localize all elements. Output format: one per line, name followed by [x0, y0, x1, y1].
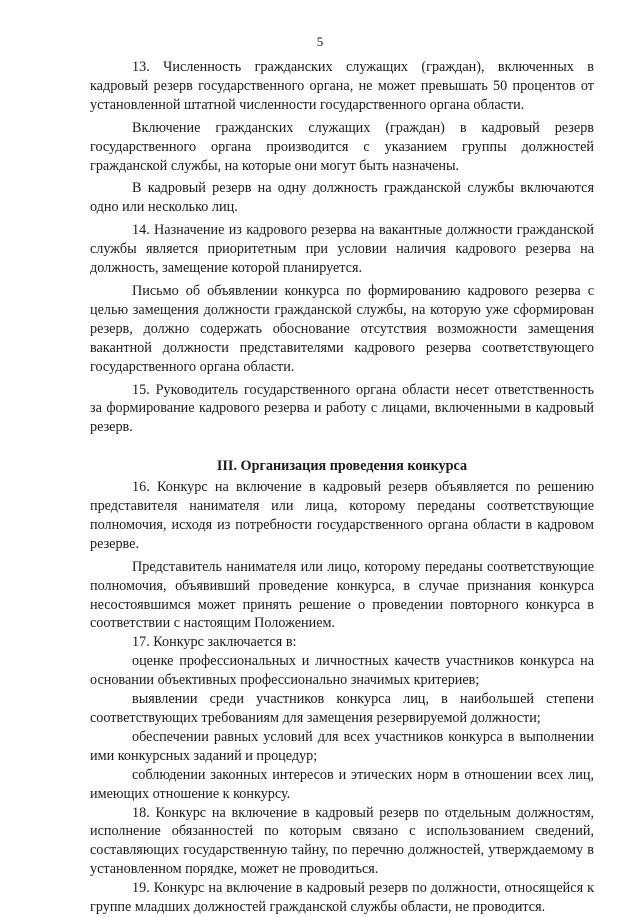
paragraph-17-item-1: оценке профессиональных и личностных качеств участников конкурса на основании объективных профессионально значимых критериев; — [90, 653, 594, 689]
paragraph-13-count: В кадровый резерв на одну должность гражданской службы включаются одно или несколько лиц. — [90, 180, 594, 216]
paragraph-15: 15. Руководитель государственного органа области несет ответственность за формирование кадрового резерва и работу с лицами, включенными в кадровый резерв. — [90, 381, 594, 436]
paragraph-19: 19. Конкурс на включение в кадровый резерв по должности, относящейся к группе младших должностей гражданской службы области, не проводится. — [90, 880, 594, 916]
paragraph-13: 13. Численность гражданских служащих (граждан), включенных в кадровый резерв государственного органа, не может превышать 50 процентов от установленной штатной численности государственного органа области. — [90, 59, 594, 113]
paragraph-14-letter: Письмо об объявлении конкурса по формированию кадрового резерва с целью замещения должности гражданской службы, на которую уже сформирован резерв, должно содержать обоснование отсутствия возможности замещения вакантной должности представителями кадрового резерва соответствующего государственного органа области. — [90, 282, 594, 375]
paragraph-16: 16. Конкурс на включение в кадровый резерв объявляется по решению представителя нанимателя или лица, которому переданы соответствующие полномочия, исходя из потребности государственного органа области в кадровом резерве. — [90, 479, 594, 552]
paragraph-14: 14. Назначение из кадрового резерва на вакантные должности гражданской службы является приоритетным при условии наличия кадрового резерва на должность, замещение которой планируется. — [90, 222, 594, 277]
page-number: 5 — [316, 34, 324, 49]
paragraph-13-group: Включение гражданских служащих (граждан) в кадровый резерв государственного органа производится с указанием группы должностей гражданской службы, на которые они могут быть назначены. — [90, 119, 594, 174]
document-body — [90, 58, 594, 917]
section-title: III. Организация проведения конкурса — [216, 458, 468, 475]
paragraph-17-item-2: выявлении среди участников конкурса лиц, в наибольшей степени соответствующих требованиям для замещения резервируемой должности; — [90, 691, 594, 726]
paragraph-18: 18. Конкурс на включение в кадровый резерв по отдельным должностям, исполнение обязанностей по которым связано с использованием сведений, составляющих государственную тайну, по перечню должностей, утверждаемому в установленном порядке, может не проводиться. — [90, 804, 594, 878]
paragraph-17-item-4: соблюдении законных интересов и этических норм в отношении всех лиц, имеющих отношение к конкурсу. — [90, 766, 594, 802]
paragraph-17-item-3: обеспечении равных условий для всех участников конкурса в выполнении ими конкурсных заданий и процедур; — [90, 728, 594, 764]
paragraph-16-repeat: Представитель нанимателя или лицо, которому переданы соответствующие полномочия, объявивший проведение конкурса, в случае признания конкурса несостоявшимся может принять решение о проведении повторного конкурса в соответствии с настоящим Положением. — [90, 558, 594, 632]
paragraph-17: 17. Конкурс заключается в: — [132, 634, 297, 651]
